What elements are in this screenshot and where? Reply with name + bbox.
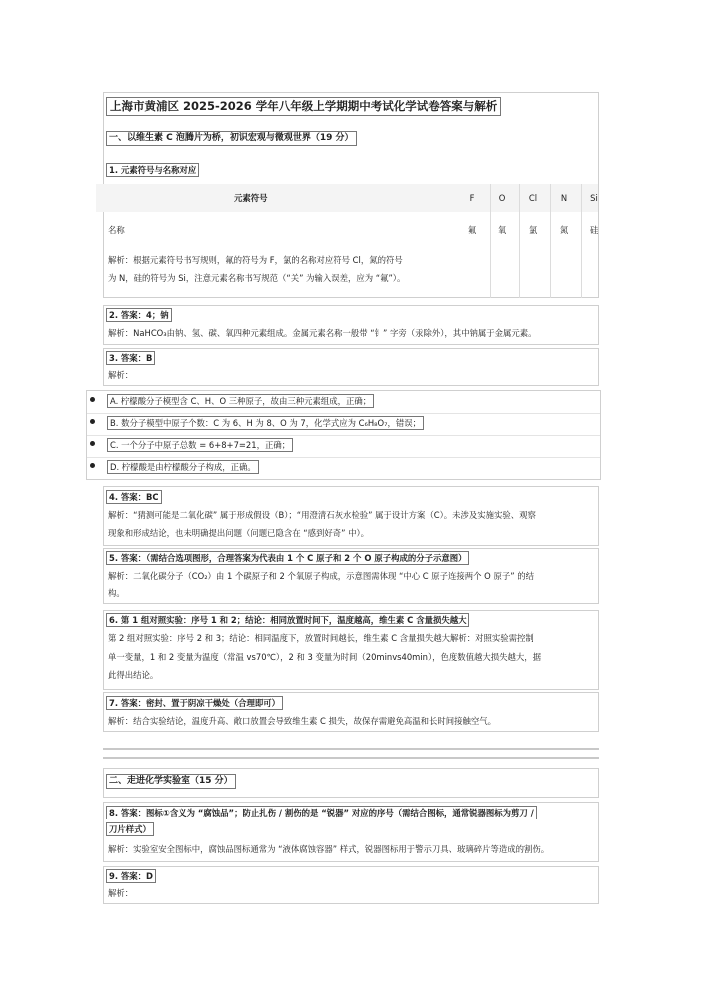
symbol-cell: Cl bbox=[528, 193, 538, 203]
q4-analysis-line: 解析：“猜测可能是二氧化碳” 属于形成假设（B）；“用澄清石灰水检验” 属于设计方案（C）。未涉及实施实验、观察 bbox=[108, 510, 536, 520]
title-panel bbox=[103, 92, 599, 122]
bullet-icon bbox=[90, 463, 95, 468]
list-item bbox=[87, 413, 600, 436]
option-text: D. 柠檬酸是由柠檬酸分子构成，正确。 bbox=[107, 460, 259, 474]
q4-panel bbox=[103, 486, 599, 546]
table-divider bbox=[519, 184, 520, 298]
q9-analysis: 解析： bbox=[108, 888, 134, 898]
q5-analysis-line: 构。 bbox=[108, 588, 125, 598]
q1-analysis-line: 为 N，硅的符号为 Si，注意元素名称书写规范（“关” 为输入误差，应为 “氟”）。 bbox=[108, 273, 406, 283]
bullet-icon bbox=[90, 419, 95, 424]
option-text: A. 柠檬酸分子模型含 C、H、O 三种原子，故由三种元素组成，正确； bbox=[107, 394, 374, 408]
q2-answer: 2. 答案：4；钠 bbox=[106, 308, 172, 322]
q5-panel bbox=[103, 548, 599, 604]
q9-panel bbox=[103, 866, 599, 904]
table-col-header: 元素符号 bbox=[234, 193, 268, 203]
list-item bbox=[87, 391, 600, 414]
q6-panel bbox=[103, 610, 599, 690]
q6-answer: 6. 第 1 组对照实验：序号 1 和 2；结论：相同放置时间下，温度越高，维生素 C 含量损失越大 bbox=[106, 613, 469, 627]
q3-options-list bbox=[86, 390, 601, 480]
symbol-cell: F bbox=[469, 193, 475, 203]
q2-analysis: 解析：NaHCO₃由钠、氢、碳、氧四种元素组成。金属元素名称一般带 “钅” 字旁（汞除外），其中钠属于金属元素。 bbox=[108, 328, 537, 338]
name-cell: 氟 bbox=[467, 225, 477, 235]
q8-panel bbox=[103, 802, 599, 862]
symbol-cell: O bbox=[498, 193, 506, 203]
table-divider bbox=[490, 184, 491, 298]
q3-analysis: 解析： bbox=[108, 370, 134, 380]
q5-analysis-line: 解析：二氧化碳分子（CO₂）由 1 个碳原子和 2 个氧原子构成，示意图需体现 “中心 C 原子连接两个 O 原子” 的结 bbox=[108, 571, 534, 581]
list-item bbox=[87, 457, 600, 479]
q4-answer: 4. 答案：BC bbox=[106, 490, 162, 504]
q3-answer: 3. 答案：B bbox=[106, 351, 155, 365]
option-text: B. 数分子模型中原子个数：C 为 6、H 为 8、O 为 7，化学式应为 C₆H₈O₇，错误； bbox=[107, 416, 424, 430]
q7-answer: 7. 答案：密封、置于阴凉干燥处（合理即可） bbox=[106, 696, 283, 710]
q3-panel bbox=[103, 348, 599, 386]
name-cell: 氮 bbox=[559, 225, 569, 235]
q1-label: 1. 元素符号与名称对应 bbox=[106, 163, 199, 177]
q6-text-line: 第 2 组对照实验：序号 2 和 3；结论：相同温度下，放置时间越长，维生素 C 含量损失越大解析：对照实验需控制 bbox=[108, 633, 534, 643]
table-divider bbox=[581, 184, 582, 298]
list-item bbox=[87, 435, 600, 458]
table-row-label: 名称 bbox=[108, 225, 125, 235]
q7-panel bbox=[103, 692, 599, 732]
q8-answer-line: 8. 答案：图标①含义为 “腐蚀品”；防止扎伤 / 割伤的是 “锐器” 对应的序号（需结合图标，通常锐器图标为剪刀 / bbox=[106, 806, 537, 819]
q9-answer: 9. 答案：D bbox=[106, 869, 156, 883]
q8-analysis: 解析：实验室安全图标中，腐蚀品图标通常为 “液体腐蚀容器” 样式，锐器图标用于警示刀具、玻璃碎片等造成的割伤。 bbox=[108, 844, 550, 854]
q4-analysis-line: 现象和形成结论，也未明确提出问题（问题已隐含在 “感到好奇” 中）。 bbox=[108, 528, 370, 538]
section-divider bbox=[103, 757, 599, 759]
section2-heading: 二、走进化学实验室（15 分） bbox=[106, 774, 236, 789]
document-title: 上海市黄浦区 2025-2026 学年八年级上学期期中考试化学试卷答案与解析 bbox=[106, 97, 501, 116]
name-cell: 氯 bbox=[528, 225, 538, 235]
q7-analysis: 解析：结合实验结论，温度升高、敞口放置会导致维生素 C 损失，故保存需避免高温和长时间接触空气。 bbox=[108, 716, 497, 726]
q1-analysis-line: 解析：根据元素符号书写规则，氟的符号为 F，氯的名称对应符号 Cl，氮的符号 bbox=[108, 255, 403, 265]
section1-heading-panel bbox=[103, 122, 599, 158]
q5-answer: 5. 答案：（需结合选项图形，合理答案为代表由 1 个 C 原子和 2 个 O 原子构成的分子示意图） bbox=[106, 551, 469, 565]
q6-text-line: 此得出结论。 bbox=[108, 670, 159, 680]
symbol-cell: Si bbox=[590, 193, 598, 203]
option-text: C. 一个分子中原子总数 = 6+8+7=21，正确； bbox=[107, 438, 293, 452]
bullet-icon bbox=[90, 397, 95, 402]
name-cell: 氧 bbox=[497, 225, 507, 235]
section-divider bbox=[103, 748, 599, 750]
table-divider bbox=[550, 184, 551, 298]
bullet-icon bbox=[90, 441, 95, 446]
q2-panel bbox=[103, 305, 599, 345]
q8-answer-line: 刀片样式） bbox=[106, 822, 154, 836]
section1-heading: 一、以维生素 C 泡腾片为桥，初识宏观与微观世界（19 分） bbox=[106, 131, 357, 146]
symbol-cell: N bbox=[560, 193, 568, 203]
name-cell: 硅 bbox=[589, 225, 599, 235]
q6-text-line: 单一变量，1 和 2 变量为温度（常温 vs70℃），2 和 3 变量为时间（20minvs40min），色度数值越大损失越大，据 bbox=[108, 652, 542, 662]
section2-heading-panel bbox=[103, 768, 599, 798]
q1-panel bbox=[103, 158, 599, 298]
